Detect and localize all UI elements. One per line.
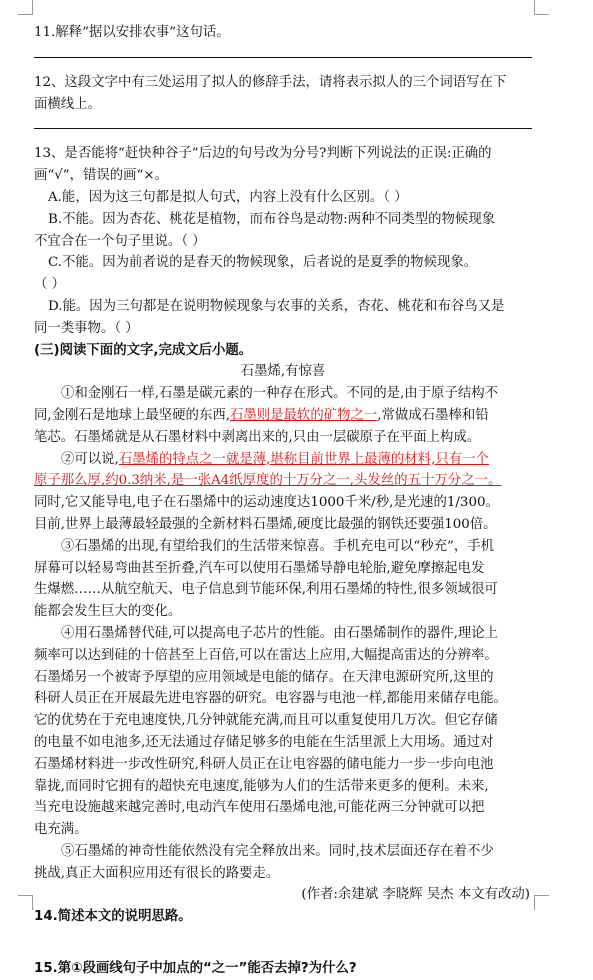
question-15: 15.第①段画线句子中加点的“之一”能否去掉?为什么?	[34, 961, 357, 977]
article-title: 石墨烯,有惊喜	[240, 364, 326, 380]
option-b: B.不能。因为杏花、桃花是植物，而布谷鸟是动物:两种不同类型的物候现象	[48, 211, 496, 227]
crop-mark-bottom-right	[534, 895, 549, 910]
document-page	[34, 22, 532, 980]
crop-mark-bottom-left	[18, 895, 33, 910]
section-heading: (三)阅读下面的文字,完成文后小题。	[34, 342, 253, 358]
crop-mark-top-right	[534, 0, 549, 15]
answer-line-12	[34, 127, 532, 129]
question-11: 11.解释“据以安排农事”这句话。	[34, 25, 230, 40]
question-12: 12、这段文字中有三处运用了拟人的修辞手法，请将表示拟人的三个词语写在下 面横线上。	[34, 74, 507, 112]
option-b-cont: 不宜合在一个句子里说。（ ）	[34, 233, 206, 249]
question-13: 13、是否能将“赶快种谷子”后边的句号改为分号?判断下列说法的正误:正确的 画“√”，错误的画“×。 A.能，因为这三句都是拟人句式，内容上没有什么区别。（ ） B.不能。因为杏花、桃花是植物，而布谷鸟是动物:两种不同类型的物候现象 不宜合在一个句子里说。（ ） C.不能。因为前者说的是春天的物候现象，后者说的是夏季的物候现象。 （ ） D.能。因为三句都是在说明物候现象与农事的关系，杏花、桃花和布谷鸟又是 同一类事物。（ ）	[34, 143, 532, 339]
paragraph-3: ③石墨烯的出现,有望给我们的生活带来惊喜。手机充电可以“秒充”，手机 屏幕可以轻易弯曲甚至折叠,汽车可以使用石墨烯导静电轮胎,避免摩擦起电发 生爆燃……从航空航天、电子信息到节能环保,利用石墨烯的特性,很多领域很可 能都会发生巨大的变化。	[34, 538, 498, 620]
option-d-cont: 同一类事物。（ ）	[34, 320, 139, 336]
answer-line-11	[34, 56, 532, 58]
paragraph-2: ②可以说,石墨烯的特点之一就是薄,堪称目前世界上最薄的材料,只有一个 原子那么厚,约0.3纳米,是一张A4纸厚度的十万分之一,头发丝的五十万分之一。 同时,它又能导电,电子在石墨烯中的运动速度达1000千米/秒,是光速的1/300。 目前,世界上最薄最轻最强的全新材料石墨烯,硬度比最强的钢铁还要强100倍。	[34, 451, 502, 532]
paragraph-4: ④用石墨烯替代硅,可以提高电子芯片的性能。由石墨烯制作的器件,理论上 频率可以达到硅的十倍甚至上百倍,可以在雷达上应用,大幅提高雷达的分辨率。 石墨烯另一个被寄予厚望的应用领域是电能的储存。在天津电源研究所,这里的 科研人员正在开展最先进电容器的研究。电容器与电池一样,都能用来储存电能。 它的优势在于充电速度快,几分钟就能充满,而且可以重复使用几万次。但它存储 的电量不如电池多,还无法通过存储足够多的电能在生活里派上大用场。通过对 石墨烯材料进一步改性研究,科研人员正在让电容器的储电能力一步一步向电池 靠拢,而同时它拥有的超快充电速度,能够为人们的生活带来更多的便利。未来, 当充电设施越来越完善时,电动汽车使用石墨烯电池,可能花两三分钟就可以把 电充满。	[34, 625, 507, 838]
crop-mark-top-left	[18, 0, 33, 15]
paragraph-1: ①和金刚石一样,石墨是碳元素的一种存在形式。不同的是,由于原子结构不 同,金刚石是地球上最坚硬的东西,石墨则是最软的矿物之一,常做成石墨棒和铅 笔芯。石墨烯就是从石墨材料中剥离出来的,只由一层碳原子在平面上构成。	[34, 386, 499, 445]
author-credit: (作者:余建斌 李晓辉 吴杰 本文有改动)	[301, 887, 530, 903]
option-c: C.不能。因为前者说的是春天的物候现象，后者说的是夏季的物候现象。	[48, 255, 478, 271]
highlighted-sentence-cont: 原子那么厚,约0.3纳米,是一张A4纸厚度的十万分之一,头发丝的五十万分之一。	[34, 473, 502, 489]
option-c-cont: （ ）	[34, 277, 66, 293]
paragraph-5: ⑤石墨烯的神奇性能依然没有完全释放出来。同时,技术层面还存在着不少 挑战,真正大面积应用还有很长的路要走。	[34, 843, 494, 881]
option-d: D.能。因为三句都是在说明物候现象与农事的关系，杏花、桃花和布谷鸟又是	[48, 298, 505, 314]
option-a: A.能，因为这三句都是拟人句式，内容上没有什么区别。（ ）	[48, 189, 408, 205]
underlined-sentence: 石墨则是最软的矿物之一	[229, 407, 378, 423]
highlighted-sentence: 石墨烯的特点之一就是薄,堪称目前世界上最薄的材料,只有一个	[118, 451, 489, 467]
question-14: 14.简述本文的说明思路。	[34, 909, 192, 925]
